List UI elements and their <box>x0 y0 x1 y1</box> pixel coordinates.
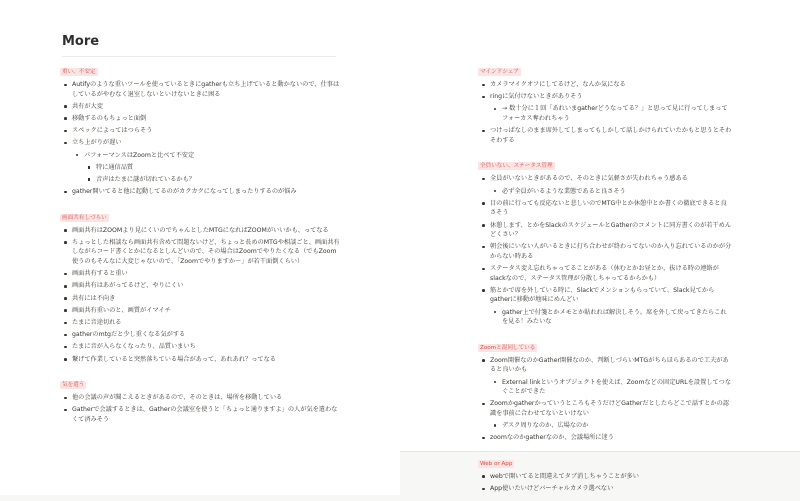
section-tag: Zoomと混同している <box>480 344 536 351</box>
list-item: ちょっとした相談なら画面共有含めて問題ないけど、ちょっと長めのMTGや相談ごと、画面共有しながらコード書くとかになるとしんどいので、その場合はZoomでやりたくなる（でもZoom使うのもそんなに大変じゃないので、「Zoomでやりますか〜」が若干面倒くらい） <box>60 238 342 267</box>
list-item: 他の会議の声が聞こえるときがあるので、そのときは、場所を移動している <box>60 393 342 403</box>
list-item: 共有が大変 <box>60 102 342 112</box>
list-item: gather上で付箋とかメモとか貼れれば解決しそう。席を外して戻ってきたらこれを見る！みたいな <box>478 308 732 327</box>
list-item: 画面共有はあがってるけど、やりにくい <box>60 281 342 291</box>
list-item: ringに気付けないときがありそう <box>478 92 732 102</box>
section-left-0 <box>60 58 342 197</box>
list-item: 全員がいないときがあるので、そのときに気軽さが失われちゃう感ある <box>478 174 732 184</box>
list-item: スペックによってはつらそう <box>60 126 342 136</box>
list-item: 筋とかで席を外している時に、Slackでメンションもらっていて、Slack見てからgatherに移動が地味にめんどい <box>478 286 732 305</box>
list-item: ステータス変え忘れちゃってることがある（休むとかお昼とか、抜ける時の連絡がslackなので、ステータス管理が分散しちゃってるからかも） <box>478 264 732 283</box>
list-item: App使いたいけどバーチャルカメラ選べない <box>478 484 732 494</box>
page-title: More <box>62 34 100 49</box>
list-item: 画面共有はZOOMより見にくいのでちゃんとしたMTGになればZOOMがいいかも、ってなる <box>60 226 342 236</box>
right-column <box>478 58 732 501</box>
title-divider <box>62 56 336 57</box>
section-left-2 <box>60 371 342 424</box>
section-right-0 <box>478 58 732 145</box>
list-item: 移動するのもちょっと面倒 <box>60 114 342 124</box>
bullet-list <box>478 80 732 145</box>
bullet-list <box>60 226 342 364</box>
list-item: 共有には不向き <box>60 294 342 304</box>
list-item: → 数十分に１回「あれいまgatherどうなってる？」と思って見に行ってしまってフォーカス奪われちゃう <box>478 104 732 123</box>
section-tag: 全員いない、ステータス管理 <box>480 163 553 170</box>
list-item: 音声はたまに謎が切れているかも？ <box>60 175 342 185</box>
list-item: 繋げて作業していると突然落ちている場合があって、あれあれ？ってなる <box>60 355 342 365</box>
bullet-list <box>478 356 732 443</box>
left-column <box>60 58 342 432</box>
section-tag: マインドシェア <box>480 69 519 75</box>
section-tag: 画面共有しづらい <box>62 214 107 221</box>
section-tag: 気を遣う <box>62 382 85 389</box>
list-item: 立ち上がりが遅い <box>60 138 342 148</box>
list-item: パフォーマンスはZoomと比べて不安定 <box>60 151 342 161</box>
list-item: External linkというオブジェクトを使えば、Zoomなどの固定URLを設置してつなぐことができた <box>478 378 732 397</box>
section-tag: 重い、不安定 <box>62 69 96 75</box>
list-item: たまに音が入らなくなったり、品質いまいち <box>60 342 342 352</box>
list-item: 朝会後にいない人がいるときに打ち合わせが終わってないのか入り忘れているのかが分からない時ある <box>478 242 732 261</box>
section-right-2 <box>478 334 732 443</box>
section-tag: Web or App <box>480 460 513 467</box>
list-item: gatherのmtgだと少し重くなる気がする <box>60 330 342 340</box>
bullet-list <box>60 80 342 197</box>
section-left-1 <box>60 204 342 364</box>
list-item: つけっぱなしのまま席外してしまってもしかして話しかけられていたかもと思うとそわそわする <box>478 126 732 145</box>
list-item: 画面共有重いのと、画質がイマイチ <box>60 306 342 316</box>
bullet-list <box>478 174 732 326</box>
list-item: 画面共有すると重い <box>60 269 342 279</box>
list-item: 休憩します、とかをSlackのスケジュールとGatherのコメントに同方書くのが若干めんどくさい？ <box>478 221 732 240</box>
list-item: webで開いてると間違えてタブ消しちゃうことが多い <box>478 472 732 482</box>
bullet-list <box>60 393 342 424</box>
list-item: 目の前に行っても反応ないと悲しいのでMTG中とか休憩中とか書くの徹底できると良さそう <box>478 199 732 218</box>
list-item: 必ず全員がいるような業態であると良さそう <box>478 187 732 197</box>
list-item: デスク周りなのか、広場なのか <box>478 421 732 431</box>
list-item: Zoom開催なのかGather開催なのか、判断しづらいMTGがちらほらあるので工夫があると良いかも <box>478 356 732 375</box>
list-item: Autifyのような重いツールを使っているときにgatherも立ち上げていると動かないので、仕事はしているがやむなく退室しないといけないときに困る <box>60 80 342 99</box>
list-item: gather開いてると他に起動してるのがカクカクになってしまったりするのが悩み <box>60 187 342 197</box>
list-item: ZoomかgatherかっていうところもそうだけどGatherだとしたらどこで話すとかの認識を事前に合わせてないといけない <box>478 399 732 418</box>
section-right-1 <box>478 152 732 326</box>
list-item: 特に通信品質 <box>60 163 342 173</box>
section-right-3 <box>478 450 732 494</box>
list-item: zoomなのかgatherなのか、会議場所に迷う <box>478 433 732 443</box>
list-item: カメラマイクオフにしてるけど、なんか気になる <box>478 80 732 90</box>
bullet-list <box>478 472 732 494</box>
list-item: Gatherで会議するときは、Gatherの会議室を使うと「ちょっと通りますよ」の人が気を遣わなくて済みそう <box>60 405 342 424</box>
list-item: たまに音途切れる <box>60 318 342 328</box>
